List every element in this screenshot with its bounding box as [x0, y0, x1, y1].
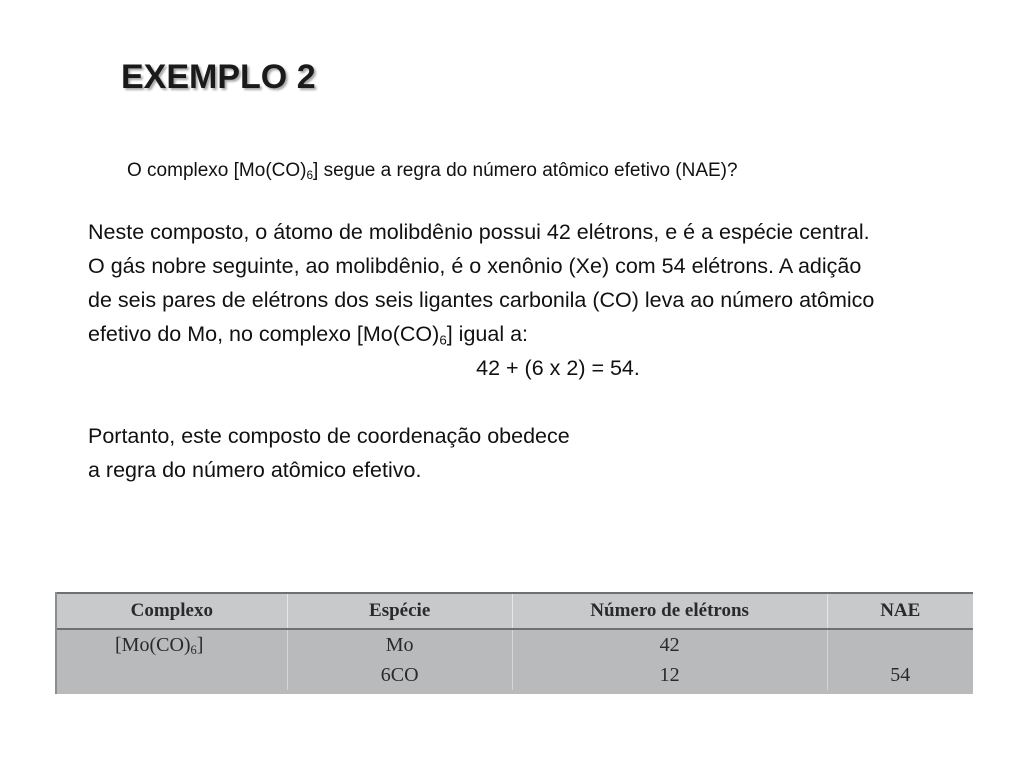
table-header-row [57, 593, 973, 629]
cell-complex [57, 629, 287, 660]
cell-complex [57, 660, 287, 690]
header-numero-eletrons: Número de elétrons [512, 593, 827, 629]
electron-count-table [57, 592, 973, 690]
cell-electrons: 12 [512, 660, 827, 690]
complex-formula-end: ] [196, 633, 204, 656]
cell-nae: 54 [890, 663, 911, 686]
equation: 42 + (6 x 2) = 54. [476, 356, 640, 380]
explanation-text [88, 215, 878, 487]
explanation-main: Neste composto, o átomo de molibdênio possui 42 elétrons, e é a espécie central. O gás nobre seguinte, ao molibdênio, é o xenônio (Xe) com 54 elétrons. A adição de seis pares de elétrons dos seis ligantes carbonila (CO) leva ao número atômico efetivo do Mo, no complexo [Mo(CO) [88, 220, 875, 346]
header-complexo: Complexo [57, 593, 287, 629]
header-especie: Espécie [287, 593, 512, 629]
question-text-end: ] segue a regra do número atômico efetivo (NAE)? [313, 160, 738, 181]
question-subscript: 6 [306, 168, 314, 182]
cell-species: 6CO [287, 660, 512, 690]
explanation-subscript: 6 [439, 332, 447, 348]
complex-formula-subscript: 6 [190, 642, 197, 657]
table-row [57, 660, 973, 690]
cell-electrons: 42 [512, 629, 827, 660]
cell-nae [827, 629, 973, 660]
question-text [127, 160, 738, 182]
cell-species: Mo [287, 629, 512, 660]
header-nae: NAE [827, 593, 973, 629]
table-row [57, 629, 973, 660]
electron-count-table-image [55, 592, 973, 694]
spacer [88, 385, 878, 419]
slide-title: EXEMPLO 2 [121, 58, 316, 96]
conclusion-line-2: a regra do número atômico efetivo. [88, 458, 422, 482]
explanation-end: ] igual a: [446, 322, 529, 346]
conclusion-line-1: Portanto, este composto de coordenação obedece [88, 424, 570, 448]
question-text-start: O complexo [Mo(CO) [127, 160, 307, 181]
complex-formula-start: [Mo(CO) [115, 633, 191, 656]
explanation-paragraph [88, 215, 878, 351]
